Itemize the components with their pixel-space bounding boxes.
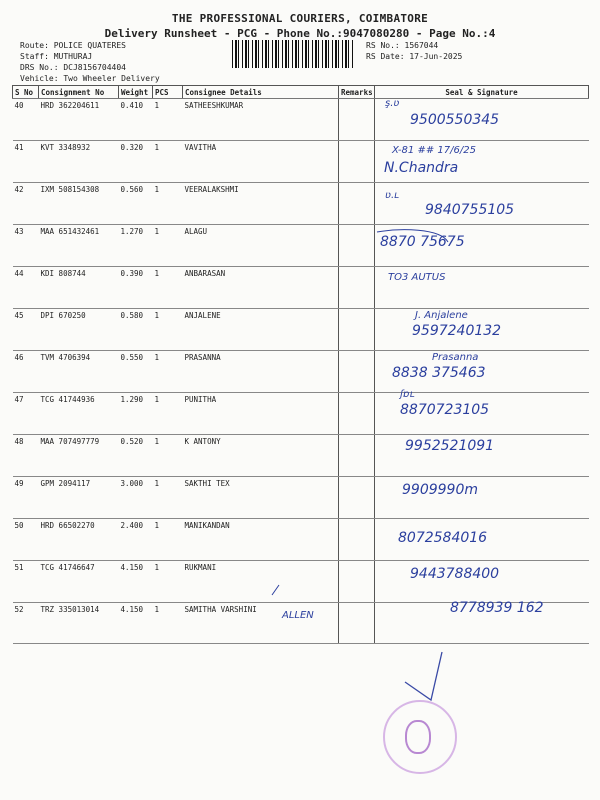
signature-40: 9500550345 [410, 112, 500, 128]
cell-pcs: 1 [153, 267, 183, 309]
cell-consignee: SAKTHI TEX [183, 477, 339, 519]
signature-mark: ş.ʋ [385, 98, 400, 109]
signature-46a: Prasanna [432, 352, 479, 363]
cell-pcs: 1 [153, 309, 183, 351]
col-signature: Seal & Signature [375, 86, 589, 99]
signature-45a: J. Anjalene [415, 310, 468, 321]
signature-48: 9952521091 [405, 438, 495, 454]
cell-consignee: ANJALENE [183, 309, 339, 351]
cell-sno: 46 [13, 351, 39, 393]
cell-sno: 51 [13, 561, 39, 603]
cell-consignment: KVT 3348932 [39, 141, 119, 183]
document-title: THE PROFESSIONAL COURIERS, COIMBATORE [171, 12, 429, 25]
signature-47: 8870723105 [400, 402, 490, 418]
cell-sno: 50 [13, 519, 39, 561]
cell-weight: 1.290 [119, 393, 153, 435]
cell-consignee: VEERALAKSHMI [183, 183, 339, 225]
cell-consignment: TCG 41746647 [39, 561, 119, 603]
cell-consignee: K ANTONY [183, 435, 339, 477]
cell-pcs: 1 [153, 477, 183, 519]
cell-pcs: 1 [153, 351, 183, 393]
cell-consignment: KDI 808744 [39, 267, 119, 309]
cell-weight: 0.520 [119, 435, 153, 477]
signature-46b: 8838 375463 [392, 365, 486, 381]
cell-consignee: ANBARASAN [183, 267, 339, 309]
cell-weight: 4.150 [119, 603, 153, 644]
cell-consignment: TVM 4706394 [39, 351, 119, 393]
cell-pcs: 1 [153, 519, 183, 561]
cell-weight: 0.320 [119, 141, 153, 183]
col-consignee: Consignee Details [183, 86, 339, 99]
staff-label: Staff: MUTHURAJ [20, 52, 93, 61]
cell-pcs: 1 [153, 225, 183, 267]
vehicle-label: Vehicle: Two Wheeler Delivery [20, 74, 160, 83]
signature-42-mark: ʋ.ʟ [385, 190, 400, 201]
cell-weight: 0.580 [119, 309, 153, 351]
signature-43: 8870 75675 [380, 234, 465, 250]
col-sno: S No [13, 86, 39, 99]
cell-consignee: ALAGU [183, 225, 339, 267]
cell-consignment: GPM 2094117 [39, 477, 119, 519]
signature-51: 9443788400 [410, 566, 500, 582]
cell-weight: 0.550 [119, 351, 153, 393]
col-remarks: Remarks [339, 86, 375, 99]
document-subtitle: Delivery Runsheet - PCG - Phone No.:9047080280 - Page No.:4 [104, 27, 496, 40]
cell-sno: 43 [13, 225, 39, 267]
cell-pcs: 1 [153, 561, 183, 603]
cell-consignment: TCG 41744936 [39, 393, 119, 435]
signature-49: 9909990m [402, 482, 478, 498]
cell-weight: 4.150 [119, 561, 153, 603]
cell-consignee: RUKMANI [183, 561, 339, 603]
rs-date: RS Date: 17-Jun-2025 [366, 52, 463, 61]
cell-weight: 3.000 [119, 477, 153, 519]
cell-sno: 44 [13, 267, 39, 309]
cell-consignment: DPI 670250 [39, 309, 119, 351]
cell-pcs: 1 [153, 435, 183, 477]
cell-consignee: PRASANNA [183, 351, 339, 393]
cell-pcs: 1 [153, 141, 183, 183]
cell-consignment: MAA 707497779 [39, 435, 119, 477]
cell-consignee: SATHEESHKUMAR [183, 99, 339, 141]
handwritten-allen: ALLEN [282, 610, 314, 621]
cell-consignee: PUNITHA [183, 393, 339, 435]
cell-weight: 0.390 [119, 267, 153, 309]
cell-sno: 49 [13, 477, 39, 519]
signature-41b: N.Chandra [384, 160, 459, 176]
cell-consignment: TRZ 335013014 [39, 603, 119, 644]
cell-consignee: MANIKANDAN [183, 519, 339, 561]
cell-consignment: HRD 66502270 [39, 519, 119, 561]
signature-42: 9840755105 [425, 202, 515, 218]
drs-label: DRS No.: DCJ8156704404 [20, 63, 126, 72]
cell-consignment: IXM 508154308 [39, 183, 119, 225]
cell-consignee: VAVITHA [183, 141, 339, 183]
cell-weight: 1.270 [119, 225, 153, 267]
seal-stamp-mark [405, 720, 431, 754]
cell-sno: 48 [13, 435, 39, 477]
cell-weight: 2.400 [119, 519, 153, 561]
signature-45b: 9597240132 [412, 323, 502, 339]
signature-41a: X-81 ## 17/6/25 [392, 145, 476, 156]
cell-pcs: 1 [153, 183, 183, 225]
cell-pcs: 1 [153, 393, 183, 435]
col-weight: Weight [119, 86, 153, 99]
route-label: Route: POLICE QUATERES [20, 41, 126, 50]
col-pcs: PCS [153, 86, 183, 99]
cell-pcs: 1 [153, 603, 183, 644]
signature-44: TO3 AUTUS [388, 272, 446, 283]
signature-47-mark: ʃɒʟ [400, 389, 415, 400]
cell-weight: 0.410 [119, 99, 153, 141]
cell-pcs: 1 [153, 99, 183, 141]
cell-sno: 41 [13, 141, 39, 183]
cell-sno: 40 [13, 99, 39, 141]
rs-number: RS No.: 1567044 [366, 41, 439, 50]
cell-weight: 0.560 [119, 183, 153, 225]
cell-sno: 52 [13, 603, 39, 644]
cell-consignment: MAA 651432461 [39, 225, 119, 267]
cell-sno: 45 [13, 309, 39, 351]
col-consignment: Consignment No [39, 86, 119, 99]
cell-sno: 42 [13, 183, 39, 225]
cell-consignee: SAMITHA VARSHINI [183, 603, 339, 644]
signature-52: 8778939 162 [450, 600, 544, 616]
signature-50: 8072584016 [398, 530, 488, 546]
cell-sno: 47 [13, 393, 39, 435]
cell-consignment: HRD 362204611 [39, 99, 119, 141]
